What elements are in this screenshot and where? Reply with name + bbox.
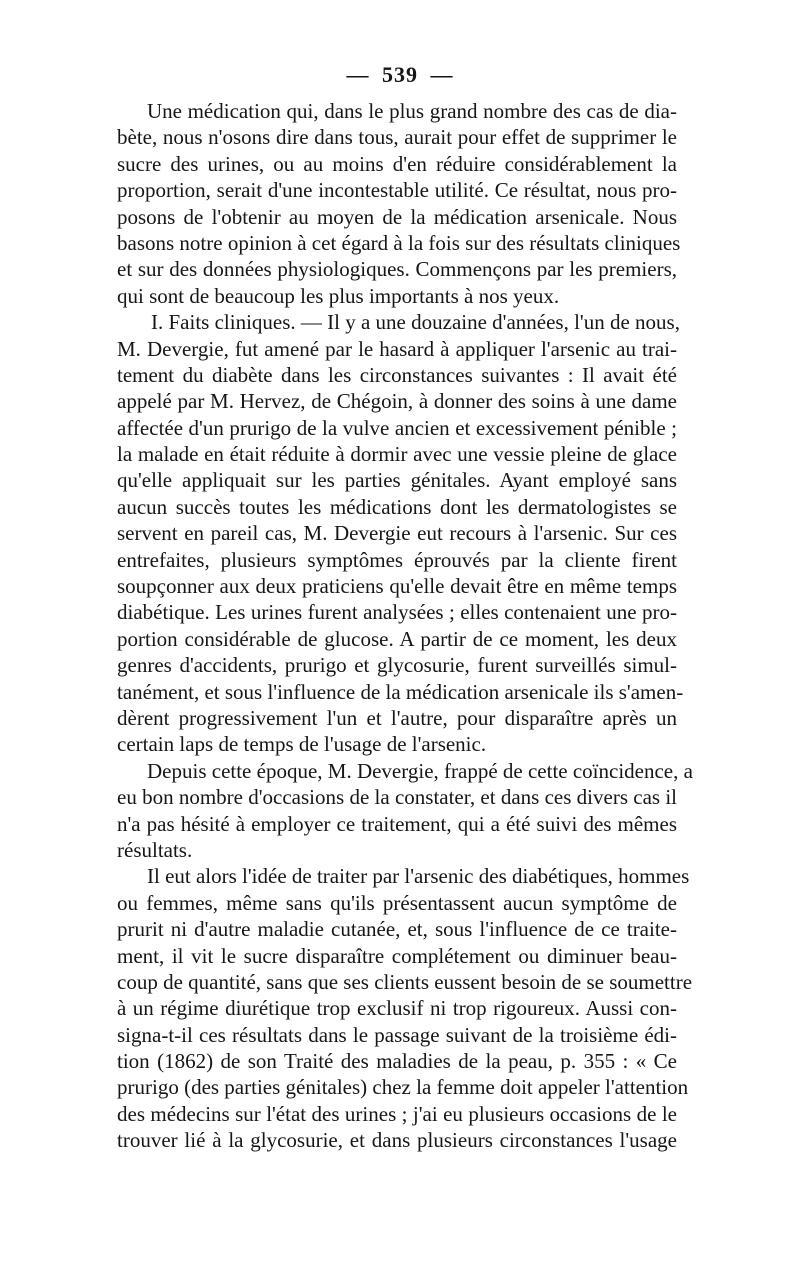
text-line: ou femmes, même sans qu'ils présentassent aucun symptôme de — [117, 890, 677, 915]
text-line: prurigo (des parties génitales) chez la femme doit appeler l'attention — [117, 1075, 689, 1100]
text-line: M. Devergie, fut amené par le hasard à appliquer l'arsenic au trai- — [117, 336, 677, 361]
text-line: ment, il vit le sucre disparaître complétement ou diminuer beau- — [117, 943, 677, 968]
text-line: tion (1862) de son Traité des maladies de la peau, p. 355 : « Ce — [117, 1049, 677, 1074]
text-line: proportion, serait d'une incontestable utilité. Ce résultat, nous pro- — [117, 178, 677, 203]
text-line: affectée d'un prurigo de la vulve ancien et excessivement pénible ; — [117, 415, 677, 440]
text-line: Depuis cette époque, M. Devergie, frappé de cette coïncidence, a — [147, 758, 693, 783]
text-line: soupçonner aux deux praticiens qu'elle devait être en même temps — [117, 574, 677, 599]
text-line: diabétique. Les urines furent analysées ; elles contenaient une pro- — [117, 600, 677, 625]
text-line: entrefaites, plusieurs symptômes éprouvés par la cliente firent — [117, 547, 677, 572]
text-line: qui sont de beaucoup les plus importants à nos yeux. — [117, 283, 560, 308]
text-line: bète, nous n'osons dire dans tous, aurait pour effet de supprimer le — [117, 125, 677, 150]
text-line: tement du diabète dans les circonstances suivantes : Il avait été — [117, 362, 677, 387]
text-line: n'a pas hésité à employer ce traitement, qui a été suivi des mêmes — [117, 811, 677, 836]
text-line: Il eut alors l'idée de traiter par l'arsenic des diabétiques, hommes — [147, 864, 690, 889]
text-line: la malade en était réduite à dormir avec une vessie pleine de glace — [117, 442, 677, 467]
text-line: genres d'accidents, prurigo et glycosurie, furent surveillés simul- — [117, 653, 677, 678]
text-line: portion considérable de glucose. A partir de ce moment, les deux — [117, 626, 677, 651]
text-line: des médecins sur l'état des urines ; j'ai eu plusieurs occasions de le — [117, 1101, 677, 1126]
text-line: résultats. — [117, 837, 193, 862]
text-line: eu bon nombre d'occasions de la constater, et dans ces divers cas il — [117, 785, 677, 810]
text-line: tanément, et sous l'influence de la médication arsenicale ils s'amen- — [117, 679, 684, 704]
text-line: trouver lié à la glycosurie, et dans plusieurs circonstances l'usage — [117, 1128, 677, 1153]
text-line: certain laps de temps de l'usage de l'arsenic. — [117, 732, 487, 757]
page-number: — 539 — — [346, 62, 454, 87]
text-line: sucre des urines, ou au moins d'en réduire considérablement la — [117, 151, 677, 176]
text-line: prurit ni d'autre maladie cutanée, et, sous l'influence de ce traite- — [117, 917, 677, 942]
text-line: appelé par M. Hervez, de Chégoin, à donner des soins à une dame — [117, 389, 677, 414]
page-body — [117, 98, 693, 1154]
text-line: signa-t-il ces résultats dans le passage suivant de la troisième édi- — [117, 1022, 677, 1047]
text-line: à un régime diurétique trop exclusif ni trop rigoureux. Aussi con- — [117, 996, 677, 1021]
text-line: basons notre opinion à cet égard à la fois sur des résultats cliniques — [117, 230, 681, 255]
text-line: qu'elle appliquait sur les parties génitales. Ayant employé sans — [117, 468, 677, 493]
text-line: I. Faits cliniques. — Il y a une douzaine d'années, l'un de nous, — [151, 310, 680, 335]
text-line: servent en pareil cas, M. Devergie eut recours à l'arsenic. Sur ces — [117, 521, 677, 546]
text-line: et sur des données physiologiques. Commençons par les premiers, — [117, 257, 677, 282]
text-line: Une médication qui, dans le plus grand nombre des cas de dia- — [147, 99, 677, 123]
text-line: dèrent progressivement l'un et l'autre, pour disparaître après un — [117, 705, 677, 730]
text-line: coup de quantité, sans que ses clients eussent besoin de se soumettre — [117, 969, 693, 994]
text-line: posons de l'obtenir au moyen de la médication arsenicale. Nous — [117, 204, 677, 229]
text-line: aucun succès toutes les médications dont les dermatologistes se — [117, 494, 677, 519]
